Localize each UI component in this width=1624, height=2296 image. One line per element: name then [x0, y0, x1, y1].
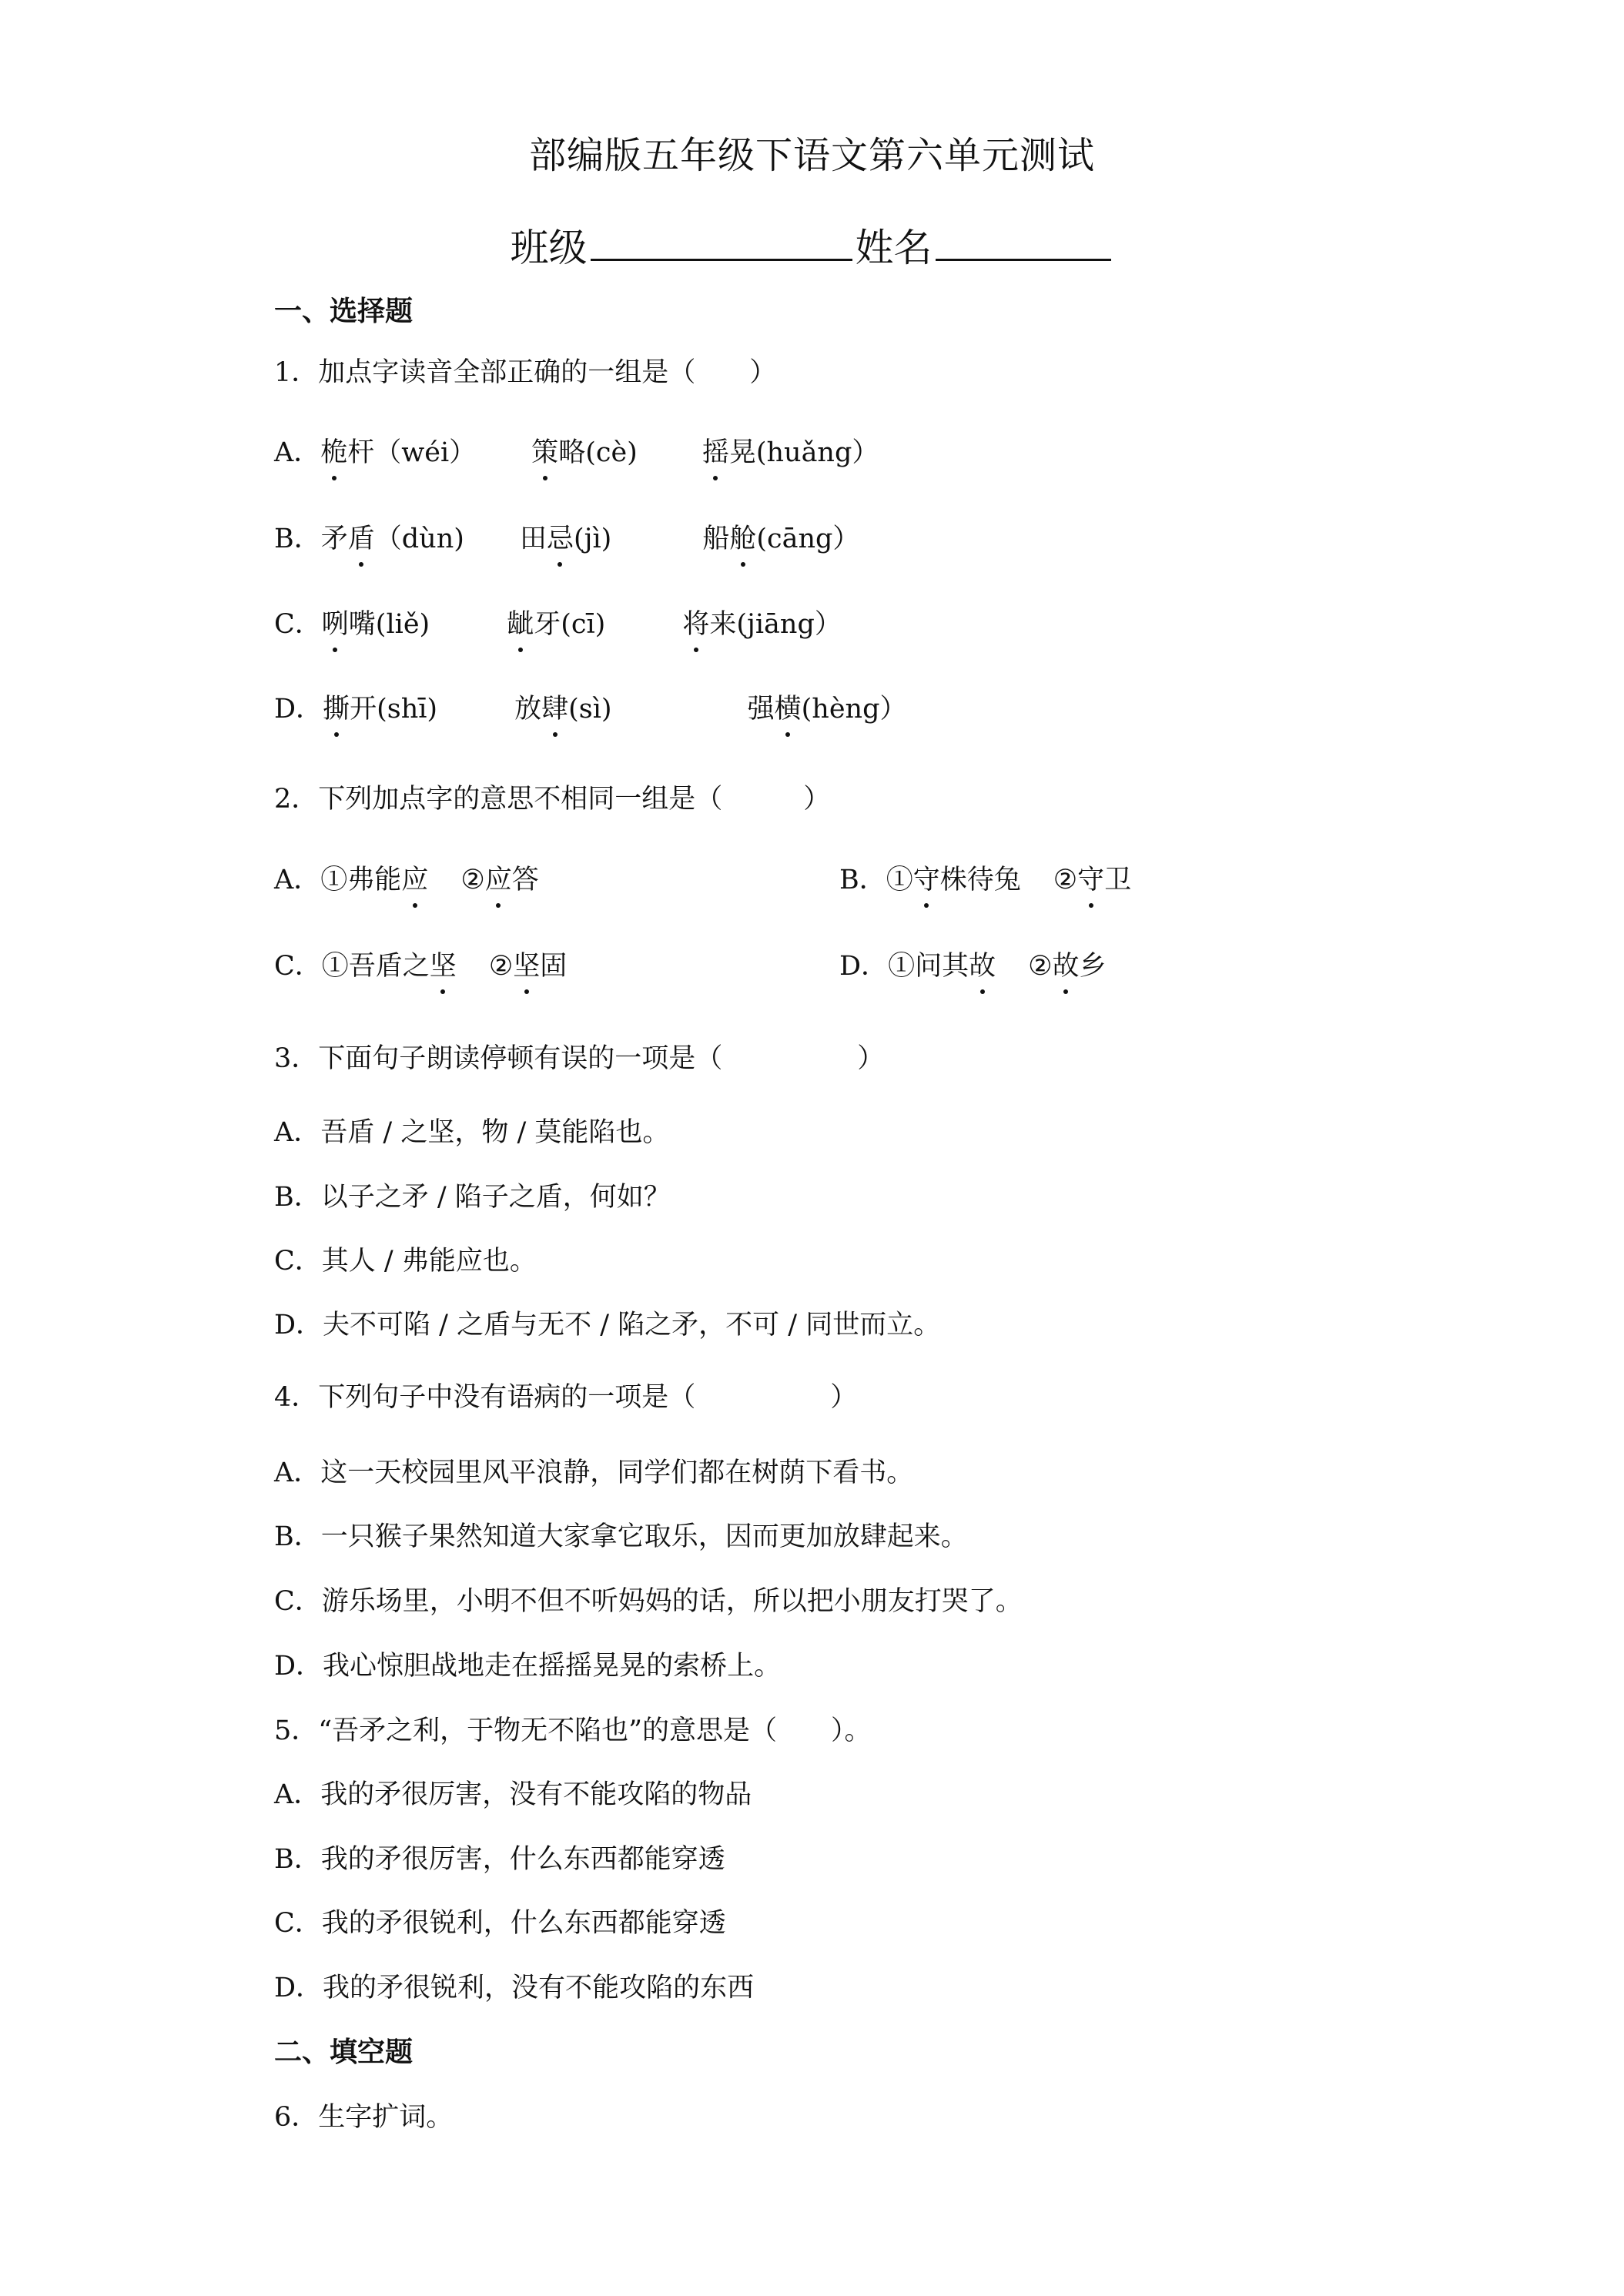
question-4-stem: 4．下列句子中没有语病的一项是（ ） — [274, 1382, 858, 1413]
emphasis-char: 将 — [682, 603, 709, 641]
question-1-option-c[interactable]: C．咧嘴(liě) 龇牙(cī) 将来(jiāng） — [274, 603, 842, 641]
question-6-stem: 6．生字扩词。 — [274, 2102, 454, 2133]
emphasis-char: 坚 — [513, 945, 540, 983]
question-5-option-b[interactable]: B．我的矛很厉害，什么东西都能穿透 — [274, 1844, 725, 1875]
emphasis-char: 故 — [969, 945, 996, 983]
question-2-option-d[interactable]: D．①问其故 ②故乡 — [839, 945, 1107, 983]
question-1-option-b[interactable]: B．矛盾（dùn) 田忌(jì) 船舱(cāng） — [274, 517, 859, 556]
emphasis-char: 桅 — [320, 431, 347, 470]
emphasis-char: 应 — [401, 858, 428, 897]
question-3-option-c[interactable]: C．其人 / 弗能应也。 — [274, 1246, 537, 1277]
emphasis-char: 龇 — [507, 603, 534, 641]
question-2-option-c[interactable]: C．①吾盾之坚 ②坚固 — [274, 945, 567, 983]
emphasis-char: 横 — [775, 688, 802, 726]
emphasis-char: 盾 — [348, 517, 375, 556]
section-heading-fill: 二、填空题 — [274, 2037, 414, 2068]
class-label: 班级 — [510, 226, 588, 270]
name-label: 姓名 — [855, 226, 933, 270]
question-4-option-d[interactable]: D．我心惊胆战地走在摇摇晃晃的索桥上。 — [274, 1651, 782, 1682]
question-5-option-a[interactable]: A．我的矛很厉害，没有不能攻陷的物品 — [274, 1779, 752, 1810]
emphasis-char: 故 — [1052, 945, 1079, 983]
question-5-option-d[interactable]: D．我的矛很锐利，没有不能攻陷的东西 — [274, 1973, 755, 2003]
emphasis-char: 撕 — [323, 688, 350, 726]
question-5-stem: 5．“吾矛之利，于物无不陷也”的意思是（ ）。 — [274, 1715, 872, 1746]
section-heading-choice: 一、选择题 — [274, 296, 414, 327]
emphasis-char: 摇 — [702, 431, 729, 470]
question-1-option-d[interactable]: D．撕开(shī) 放肆(sì) 强横(hèng） — [274, 688, 906, 726]
emphasis-char: 应 — [485, 858, 512, 897]
question-1-stem: 1．加点字读音全部正确的一组是（ ） — [274, 357, 777, 388]
question-3-option-b[interactable]: B．以子之矛 / 陷子之盾，何如？ — [274, 1182, 671, 1213]
question-3-option-a[interactable]: A．吾盾 / 之坚，物 / 莫能陷也。 — [274, 1117, 670, 1148]
emphasis-char: 守 — [913, 858, 940, 897]
question-4-option-a[interactable]: A．这一天校园里风平浪静，同学们都在树荫下看书。 — [274, 1458, 914, 1488]
emphasis-char: 肆 — [541, 688, 568, 726]
question-3-stem: 3．下面句子朗读停顿有误的一项是（ ） — [274, 1043, 885, 1074]
name-blank[interactable] — [936, 222, 1111, 261]
emphasis-char: 舱 — [729, 517, 756, 556]
page-title: 部编版五年级下语文第六单元测试 — [528, 134, 1095, 177]
question-3-option-d[interactable]: D．夫不可陷 / 之盾与无不 / 陷之矛，不可 / 同世而立。 — [274, 1310, 941, 1340]
question-2-option-b[interactable]: B．①守株待兔 ②守卫 — [839, 858, 1131, 897]
question-2-option-a[interactable]: A．①弗能应 ②应答 — [274, 858, 539, 897]
emphasis-char: 策 — [531, 431, 558, 470]
class-name-header — [0, 217, 1624, 273]
emphasis-char: 坚 — [430, 945, 457, 983]
emphasis-char: 咧 — [322, 603, 349, 641]
class-blank[interactable] — [591, 222, 852, 261]
question-4-option-b[interactable]: B．一只猴子果然知道大家拿它取乐，因而更加放肆起来。 — [274, 1521, 968, 1552]
question-4-option-c[interactable]: C．游乐场里，小明不但不听妈妈的话，所以把小朋友打哭了。 — [274, 1586, 1023, 1617]
question-1-option-a[interactable]: A．桅杆（wéi） 策略(cè) 摇晃(huǎng） — [274, 431, 879, 470]
emphasis-char: 忌 — [547, 517, 574, 556]
question-2-stem: 2．下列加点字的意思不相同一组是（ ） — [274, 784, 831, 815]
emphasis-char: 守 — [1077, 858, 1104, 897]
question-5-option-c[interactable]: C．我的矛很锐利，什么东西都能穿透 — [274, 1908, 726, 1939]
